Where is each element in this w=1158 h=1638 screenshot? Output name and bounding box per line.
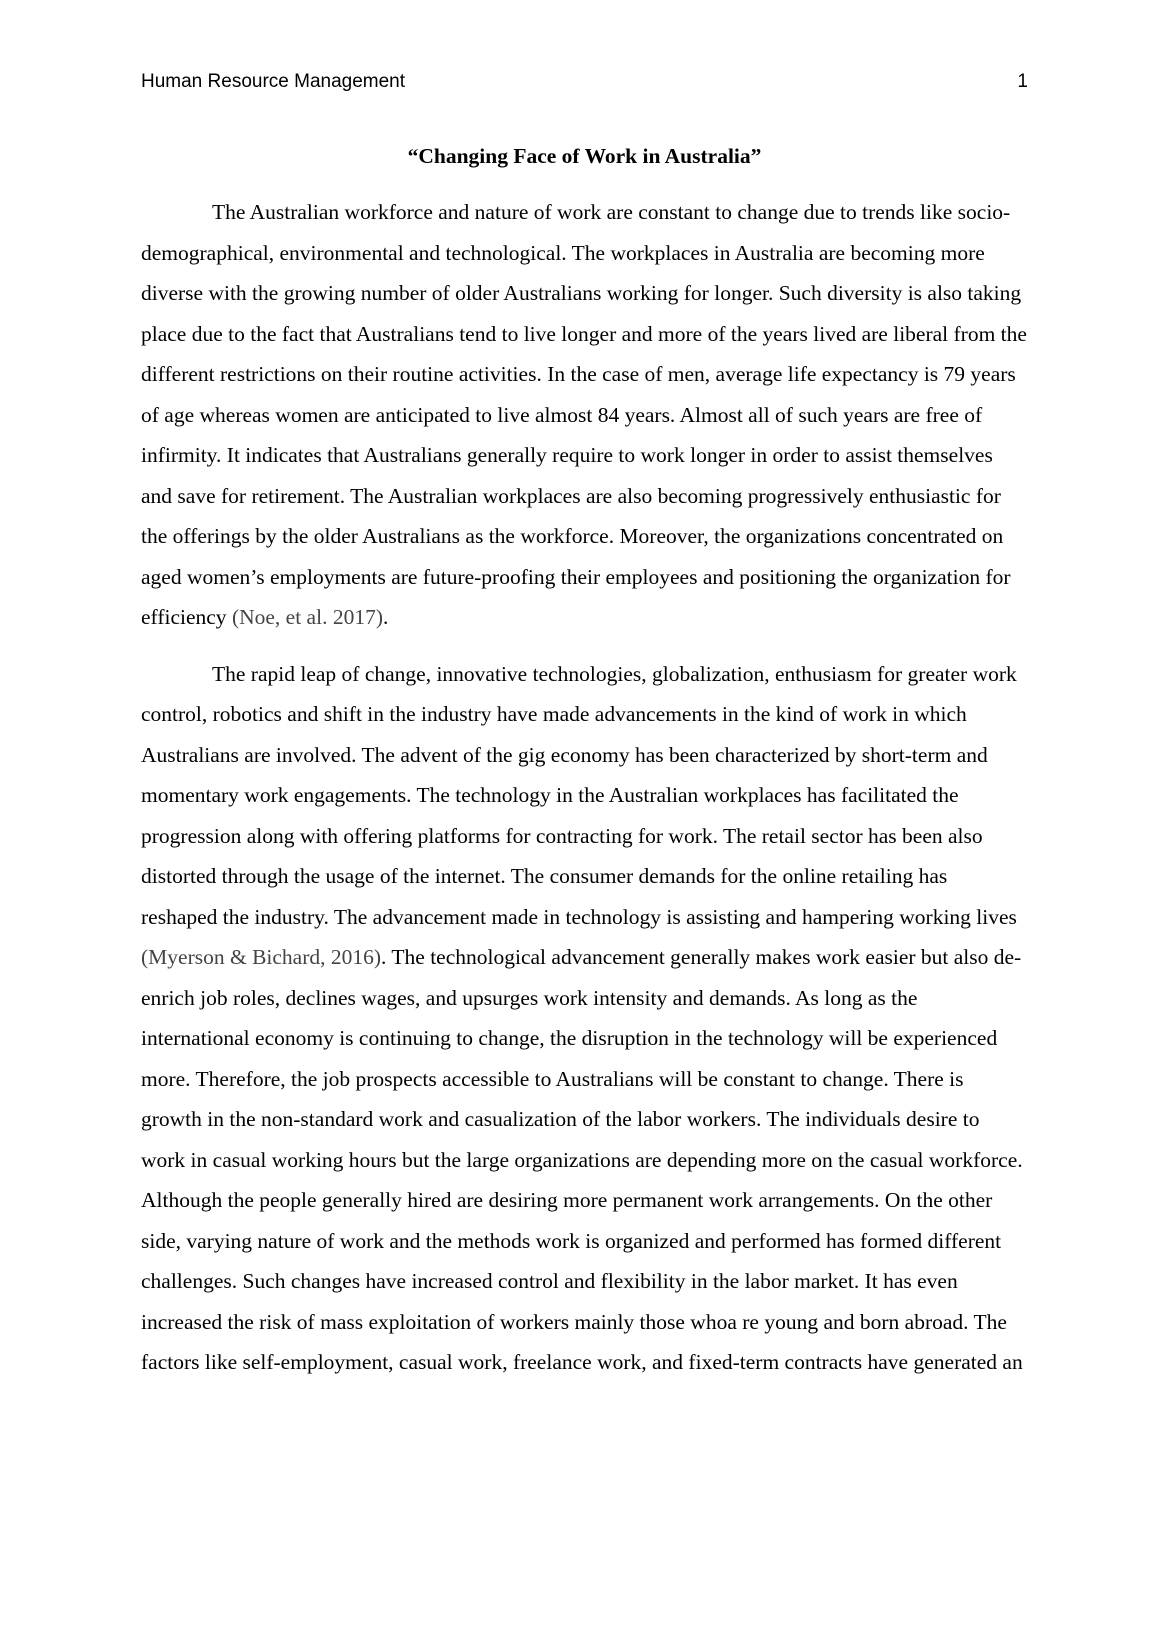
paragraph-2-text-before: The rapid leap of change, innovative technologies, globalization, enthusiasm for greater work control, robotics and shift in the industry have made advancements in the kind of work in which Australians are involved. The advent of the gig economy has been characterized by short-term and momentary work engagements. The technology in the Australian workplaces has facilitated the progression along with offering platforms for contracting for work. The retail sector has been also distorted through the usage of the internet. The consumer demands for the online retailing has reshaped the industry. The advancement made in technology is assisting and hampering working lives [141, 661, 1017, 929]
citation-myerson: (Myerson & Bichard, 2016) [141, 945, 382, 969]
page-header [141, 68, 1028, 96]
paragraph-2 [141, 654, 1028, 1383]
page-number: 1 [1017, 71, 1028, 92]
document-body [141, 136, 1028, 1383]
paragraph-2-text-after: . The technological advancement generally makes work easier but also de-enrich job roles, declines wages, and upsurges work intensity and demands. As long as the international economy is continuing to change, the disruption in the technology will be experienced more. Therefore, the job prospects accessible to Australians will be constant to change. There is growth in the non-standard work and casualization of the labor workers. The individuals desire to work in casual working hours but the large organizations are depending more on the casual workforce. Although the people generally hired are desiring more permanent work arrangements. On the other side, varying nature of work and the methods work is organized and performed has formed different challenges. Such changes have increased control and flexibility in the labor market. It has even increased the risk of mass exploitation of workers mainly those whoa re young and born abroad. The factors like self-employment, casual work, freelance work, and fixed-term contracts have generated an [141, 945, 1023, 1374]
paragraph-1-end: . [382, 605, 389, 629]
paragraph-1 [141, 192, 1028, 638]
citation-noe: (Noe, et al. 2017) [231, 605, 383, 629]
document-title: “Changing Face of Work in Australia” [407, 144, 762, 168]
paragraph-1-text: The Australian workforce and nature of work are constant to change due to trends like socio-demographical, environmental and technological. The workplaces in Australia are becoming more diverse with the growing number of older Australians working for longer. Such diversity is also taking place due to the fact that Australians tend to live longer and more of the years lived are liberal from the different restrictions on their routine activities. In the case of men, average life expectancy is 79 years of age whereas women are anticipated to live almost 84 years. Almost all of such years are free of infirmity. It indicates that Australians generally require to work longer in order to assist themselves and save for retirement. The Australian workplaces are also becoming progressively enthusiastic for the offerings by the older Australians as the workforce. Moreover, the organizations concentrated on aged women’s employments are future-proofing their employees and positioning the organization for efficiency [141, 200, 1027, 629]
running-head: Human Resource Management [141, 71, 406, 92]
